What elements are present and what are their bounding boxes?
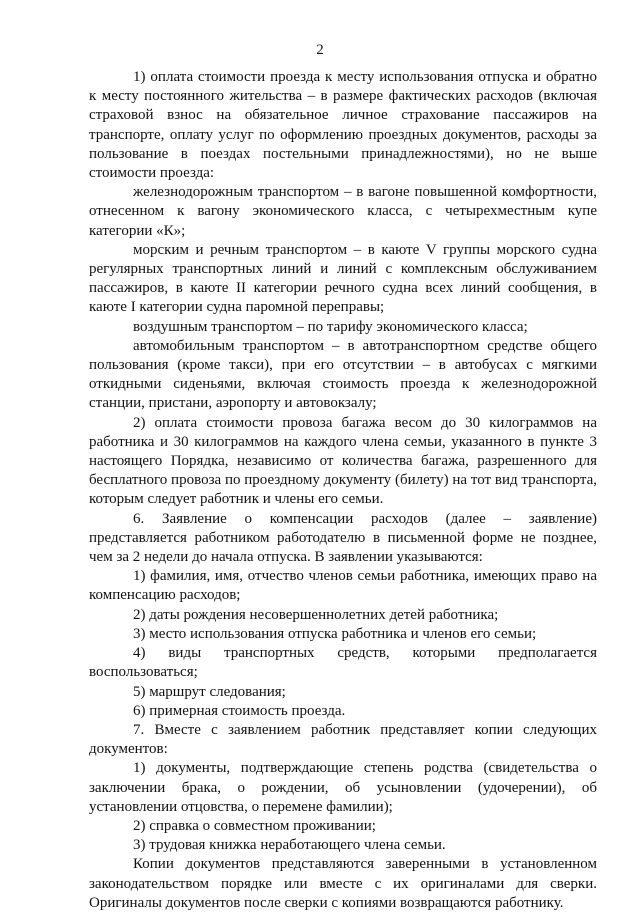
paragraph-copies: Копии документов представляются заверенными в установленном законодательством порядке или вместе с их оригиналами для сверки. Оригиналы документов после сверки с копиями возвращаются работнику. (89, 856, 597, 911)
list-item-birth-dates: 2) даты рождения несовершеннолетних детей работника; (133, 606, 499, 623)
list-item-cost: 6) примерная стоимость проезда. (133, 702, 346, 719)
paragraph-baggage: 2) оплата стоимости провоза багажа весом до 30 килограммов на работника и 30 килограммов на каждого члена семьи, указанного в пункте 3 настоящего Порядка, независимо от количества багажа, разрешенного для бесплатного провоза по проездному документу (билету) на тот вид транспорта, которым следует работник и члены его семьи. (89, 414, 597, 508)
paragraph-section-7: 7. Вместе с заявлением работник представляет копии следующих документов: (89, 721, 597, 758)
list-item-kinship-docs: 1) документы, подтверждающие степень родства (свидетельства о заключении брака, о рождении, об усыновлении (удочерении), об установлении отцовства, о перемене фамилии); (89, 760, 597, 815)
paragraph-road-transport: автомобильным транспортом – в автотранспортном средстве общего пользования (кроме такси), при его отсутствии – в автобусах с мягкими откидными сиденьями, включая стоимость проезда к железнодорожной станции, пристани, аэропорту и автовокзалу; (89, 337, 597, 412)
list-item-cohabitation: 2) справка о совместном проживании; (133, 817, 376, 834)
paragraph-sea-river-transport: морским и речным транспортом – в каюте V группы морского судна регулярных транспортных линий и линий с комплексным обслуживанием пассажиров, в каюте II категории речного судна всех линий сообщения, в каюте I категории судна паромной переправы; (89, 241, 597, 316)
list-item-vacation-place: 3) место использования отпуска работника и членов его семьи; (133, 625, 537, 642)
paragraph-air-transport: воздушным транспортом – по тарифу экономического класса; (133, 318, 528, 335)
list-item-names: 1) фамилия, имя, отчество членов семьи работника, имеющих право на компенсацию расходов; (89, 568, 597, 604)
list-item-route: 5) маршрут следования; (133, 683, 286, 700)
paragraph-rail-transport: железнодорожным транспортом – в вагоне повышенной комфортности, отнесенном к вагону экономического класса, с четырехместным купе категории «К»; (89, 184, 597, 239)
page-number: 2 (316, 42, 324, 58)
paragraph-travel-cost: 1) оплата стоимости проезда к месту использования отпуска и обратно к месту постоянного жительства – в размере фактических расходов (включая страховой взнос на обязательное личное страхование пассажиров на транспорте, оплату услуг по оформлению проездных документов, расходы за пользование в поездах постельными принадлежностями), но не выше стоимости проезда: (89, 69, 597, 182)
list-item-transport-types: 4) виды транспортных средств, которыми предполагается воспользоваться; (89, 645, 597, 681)
paragraph-section-6: 6. Заявление о компенсации расходов (далее – заявление) представляется работником работодателю в письменной форме не позднее, чем за 2 недели до начала отпуска. В заявлении указываются: (89, 510, 597, 566)
list-item-work-book: 3) трудовая книжка неработающего члена семьи. (133, 837, 446, 854)
document-body (89, 68, 597, 913)
